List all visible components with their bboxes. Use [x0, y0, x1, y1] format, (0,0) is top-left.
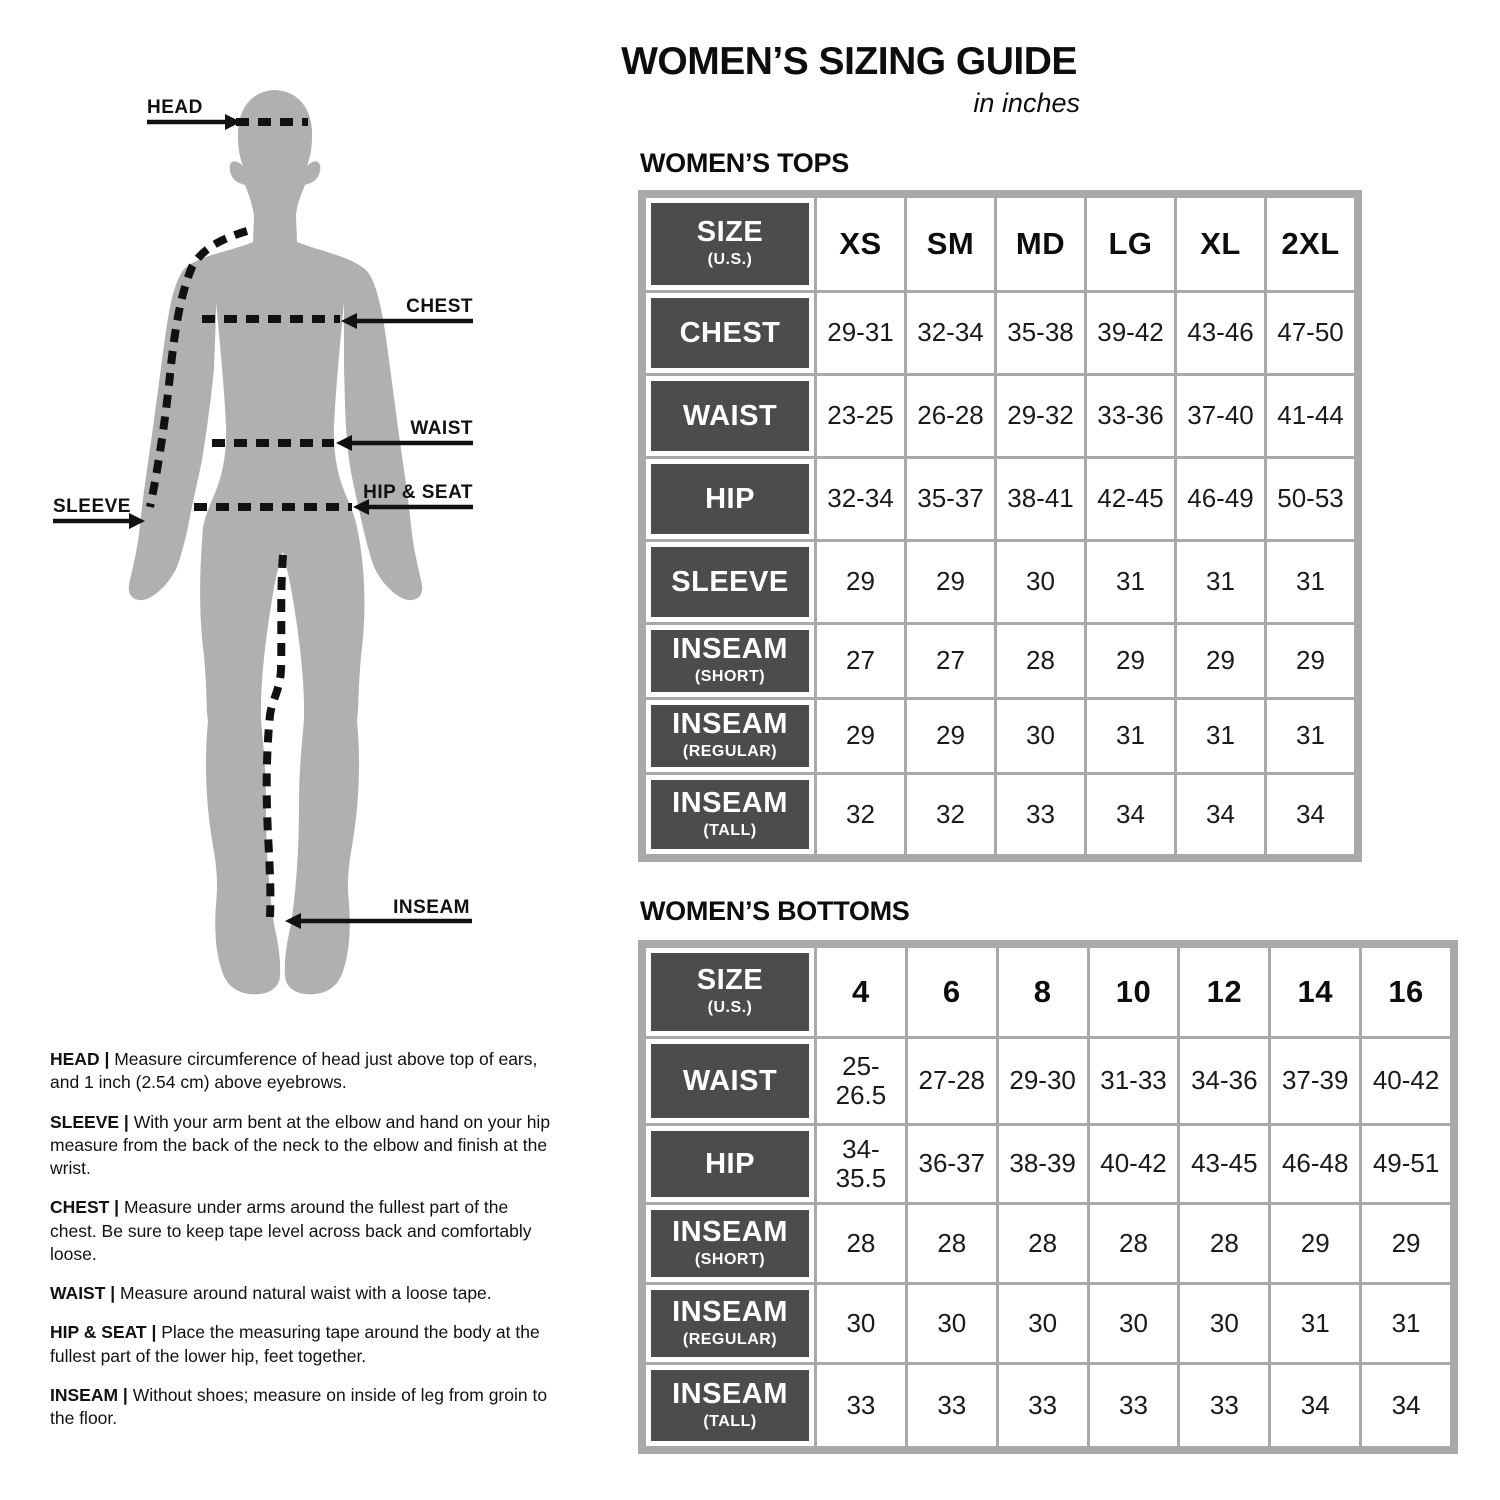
value-cell-waist: 40-42	[1362, 1039, 1450, 1123]
row-label-inseam-tall-text: INSEAM	[672, 1377, 788, 1410]
value-cell-chest: 29-31	[817, 293, 904, 373]
value-cell-inseam-tall: 33	[908, 1365, 996, 1446]
value-cell-inseam-tall: 33	[999, 1365, 1087, 1446]
value-cell-inseam-regular: 31	[1267, 700, 1354, 772]
row-label-waist	[646, 1039, 814, 1123]
row-label-inseam-regular-text: INSEAM	[672, 708, 788, 741]
row-label-waist-box	[651, 381, 809, 451]
value-cell-sleeve: 31	[1177, 542, 1264, 622]
guide-term: HIP & SEAT |	[50, 1322, 161, 1342]
row-label-inseam-regular-box	[651, 705, 809, 767]
column-header-6: 6	[908, 948, 996, 1036]
row-label-inseam-regular-subtext: (REGULAR)	[682, 1330, 778, 1348]
female-body-silhouette	[129, 90, 422, 994]
value-cell-hip: 46-49	[1177, 459, 1264, 539]
row-label-inseam-regular	[646, 700, 814, 772]
row-label-hip-box	[651, 464, 809, 534]
guide-text: With your arm bent at the elbow and hand on your hip measure from the back of the neck to the elbow and finish at the wrist.	[50, 1111, 551, 1179]
value-cell-waist: 29-30	[999, 1039, 1087, 1123]
value-cell-hip: 38-39	[999, 1126, 1087, 1202]
value-cell-waist: 26-28	[907, 376, 994, 456]
value-cell-inseam-short: 28	[1180, 1205, 1268, 1282]
value-cell-inseam-short: 28	[999, 1205, 1087, 1282]
guide-term: SLEEVE |	[50, 1112, 134, 1132]
row-label-inseam-short-subtext: (SHORT)	[694, 668, 766, 686]
value-cell-inseam-short: 29	[1362, 1205, 1450, 1282]
guide-item-head	[50, 1048, 558, 1095]
row-label-inseam-tall	[646, 775, 814, 854]
value-cell-inseam-regular: 30	[908, 1285, 996, 1362]
value-cell-sleeve: 31	[1267, 542, 1354, 622]
guide-term: CHEST |	[50, 1197, 124, 1217]
value-cell-inseam-short: 28	[817, 1205, 905, 1282]
column-header-xl: XL	[1177, 198, 1264, 290]
value-cell-inseam-tall: 33	[997, 775, 1084, 854]
row-label-chest	[646, 293, 814, 373]
value-cell-inseam-tall: 33	[817, 1365, 905, 1446]
guide-item-chest	[50, 1196, 558, 1266]
value-cell-inseam-regular: 31	[1271, 1285, 1359, 1362]
sleeve-label: SLEEVE	[53, 496, 131, 517]
hip-seat-label: HIP & SEAT	[363, 482, 473, 503]
value-cell-chest: 47-50	[1267, 293, 1354, 373]
row-label-hip	[646, 459, 814, 539]
value-cell-hip: 32-34	[817, 459, 904, 539]
row-label-hip	[646, 1126, 814, 1202]
value-cell-inseam-short: 28	[997, 625, 1084, 697]
value-cell-waist: 29-32	[997, 376, 1084, 456]
row-label-sleeve-box	[651, 547, 809, 617]
row-label-sleeve	[646, 542, 814, 622]
row-label-hip-text: HIP	[705, 482, 755, 515]
column-header-lg: LG	[1087, 198, 1174, 290]
value-cell-chest: 35-38	[997, 293, 1084, 373]
row-label-inseam-short	[646, 625, 814, 697]
row-label-waist-text: WAIST	[682, 1064, 778, 1097]
guide-item-waist	[50, 1282, 558, 1305]
value-cell-inseam-regular: 29	[817, 700, 904, 772]
column-header-2xl: 2XL	[1267, 198, 1354, 290]
value-cell-inseam-short: 27	[907, 625, 994, 697]
size-corner-cell-box	[651, 953, 809, 1031]
row-label-chest-text: CHEST	[679, 316, 781, 349]
value-cell-hip: 38-41	[997, 459, 1084, 539]
guide-item-sleeve	[50, 1111, 558, 1181]
value-cell-inseam-regular: 31	[1362, 1285, 1450, 1362]
row-label-inseam-tall	[646, 1365, 814, 1446]
size-corner-cell-subtext: (U.S.)	[707, 251, 753, 269]
value-cell-hip: 42-45	[1087, 459, 1174, 539]
size-corner-cell-text: SIZE	[696, 216, 764, 249]
row-label-inseam-tall-subtext: (TALL)	[703, 821, 757, 839]
value-cell-inseam-tall: 34	[1177, 775, 1264, 854]
row-label-chest-box	[651, 298, 809, 368]
value-cell-inseam-short: 27	[817, 625, 904, 697]
row-label-inseam-tall-text: INSEAM	[672, 786, 788, 819]
column-header-8: 8	[999, 948, 1087, 1036]
waist-arrowhead	[336, 435, 352, 451]
value-cell-inseam-regular: 30	[1090, 1285, 1178, 1362]
size-corner-cell-subtext: (U.S.)	[707, 999, 753, 1017]
value-cell-hip: 36-37	[908, 1126, 996, 1202]
value-cell-inseam-regular: 30	[997, 700, 1084, 772]
value-cell-sleeve: 31	[1087, 542, 1174, 622]
row-label-inseam-tall-subtext: (TALL)	[703, 1412, 757, 1430]
value-cell-hip: 46-48	[1271, 1126, 1359, 1202]
value-cell-inseam-regular: 29	[907, 700, 994, 772]
value-cell-inseam-tall: 34	[1271, 1365, 1359, 1446]
value-cell-waist: 37-40	[1177, 376, 1264, 456]
inseam-label: INSEAM	[393, 897, 470, 918]
size-corner-cell-text: SIZE	[696, 964, 764, 997]
column-header-4: 4	[817, 948, 905, 1036]
value-cell-waist: 34-36	[1180, 1039, 1268, 1123]
tops-size-table	[638, 190, 1362, 862]
value-cell-inseam-tall: 34	[1362, 1365, 1450, 1446]
value-cell-chest: 32-34	[907, 293, 994, 373]
value-cell-waist: 33-36	[1087, 376, 1174, 456]
guide-item-hip-seat	[50, 1321, 558, 1368]
value-cell-inseam-tall: 33	[1180, 1365, 1268, 1446]
row-label-inseam-tall-box	[651, 780, 809, 849]
guide-term: HEAD |	[50, 1049, 114, 1069]
tops-heading: WOMEN’S TOPS	[640, 148, 849, 178]
value-cell-hip: 49-51	[1362, 1126, 1450, 1202]
bottoms-heading: WOMEN’S BOTTOMS	[640, 896, 910, 926]
size-corner-cell	[646, 198, 814, 290]
column-header-xs: XS	[817, 198, 904, 290]
row-label-inseam-regular-subtext: (REGULAR)	[682, 743, 778, 761]
value-cell-inseam-short: 29	[1267, 625, 1354, 697]
value-cell-hip: 35-37	[907, 459, 994, 539]
guide-text: Measure under arms around the fullest part of the chest. Be sure to keep tape level across back and comfortably loose.	[50, 1197, 532, 1264]
value-cell-hip: 40-42	[1090, 1126, 1178, 1202]
guide-item-inseam	[50, 1384, 558, 1431]
row-label-waist-text: WAIST	[682, 399, 778, 432]
head-label: HEAD	[147, 97, 203, 118]
chest-label: CHEST	[406, 296, 473, 317]
column-header-12: 12	[1180, 948, 1268, 1036]
value-cell-inseam-short: 29	[1177, 625, 1264, 697]
row-label-waist	[646, 376, 814, 456]
value-cell-waist: 25-26.5	[817, 1039, 905, 1123]
body-diagram	[0, 55, 560, 1040]
value-cell-inseam-tall: 32	[907, 775, 994, 854]
value-cell-hip: 43-45	[1180, 1126, 1268, 1202]
row-label-inseam-regular	[646, 1285, 814, 1362]
value-cell-waist: 31-33	[1090, 1039, 1178, 1123]
value-cell-waist: 37-39	[1271, 1039, 1359, 1123]
guide-text: Measure circumference of head just above top of ears, and 1 inch (2.54 cm) above eyebrows.	[50, 1049, 538, 1093]
guide-text: Measure around natural waist with a loose tape.	[120, 1283, 492, 1304]
value-cell-inseam-tall: 33	[1090, 1365, 1178, 1446]
value-cell-sleeve: 29	[907, 542, 994, 622]
page-subtitle: in inches	[973, 88, 1080, 118]
guide-term: WAIST |	[50, 1283, 120, 1303]
value-cell-hip: 50-53	[1267, 459, 1354, 539]
row-label-inseam-regular-text: INSEAM	[672, 1295, 788, 1328]
row-label-hip-text: HIP	[705, 1147, 755, 1180]
guide-term: INSEAM |	[50, 1385, 133, 1405]
column-header-md: MD	[997, 198, 1084, 290]
row-label-inseam-short-box	[651, 1210, 809, 1277]
value-cell-chest: 43-46	[1177, 293, 1264, 373]
waist-label: WAIST	[410, 418, 473, 439]
value-cell-inseam-short: 28	[908, 1205, 996, 1282]
row-label-hip-box	[651, 1131, 809, 1197]
row-label-inseam-short-box	[651, 630, 809, 692]
column-header-16: 16	[1362, 948, 1450, 1036]
value-cell-inseam-tall: 34	[1267, 775, 1354, 854]
row-label-inseam-short-text: INSEAM	[672, 633, 788, 666]
guide-text: Place the measuring tape around the body at the fullest part of the lower hip, feet together.	[50, 1322, 540, 1366]
row-label-inseam-short	[646, 1205, 814, 1282]
row-label-inseam-tall-box	[651, 1370, 809, 1441]
value-cell-sleeve: 29	[817, 542, 904, 622]
size-corner-cell-box	[651, 203, 809, 285]
row-label-inseam-regular-box	[651, 1290, 809, 1357]
value-cell-waist: 41-44	[1267, 376, 1354, 456]
value-cell-inseam-regular: 31	[1087, 700, 1174, 772]
row-label-inseam-short-text: INSEAM	[672, 1215, 788, 1248]
value-cell-inseam-regular: 30	[999, 1285, 1087, 1362]
bottoms-size-table	[638, 940, 1458, 1454]
value-cell-inseam-tall: 32	[817, 775, 904, 854]
value-cell-chest: 39-42	[1087, 293, 1174, 373]
value-cell-waist: 23-25	[817, 376, 904, 456]
page-title: WOMEN’S SIZING GUIDE	[621, 40, 1077, 83]
value-cell-inseam-tall: 34	[1087, 775, 1174, 854]
value-cell-sleeve: 30	[997, 542, 1084, 622]
value-cell-inseam-regular: 31	[1177, 700, 1264, 772]
guide-text: Without shoes; measure on inside of leg from groin to the floor.	[50, 1384, 548, 1429]
value-cell-inseam-short: 29	[1271, 1205, 1359, 1282]
value-cell-inseam-short: 28	[1090, 1205, 1178, 1282]
value-cell-inseam-short: 29	[1087, 625, 1174, 697]
value-cell-inseam-regular: 30	[1180, 1285, 1268, 1362]
column-header-10: 10	[1090, 948, 1178, 1036]
column-header-14: 14	[1271, 948, 1359, 1036]
size-corner-cell	[646, 948, 814, 1036]
column-header-sm: SM	[907, 198, 994, 290]
row-label-waist-box	[651, 1044, 809, 1118]
row-label-inseam-short-subtext: (SHORT)	[694, 1250, 766, 1268]
measure-guide	[50, 1048, 558, 1446]
value-cell-waist: 27-28	[908, 1039, 996, 1123]
value-cell-inseam-regular: 30	[817, 1285, 905, 1362]
row-label-sleeve-text: SLEEVE	[671, 565, 789, 598]
value-cell-hip: 34-35.5	[817, 1126, 905, 1202]
